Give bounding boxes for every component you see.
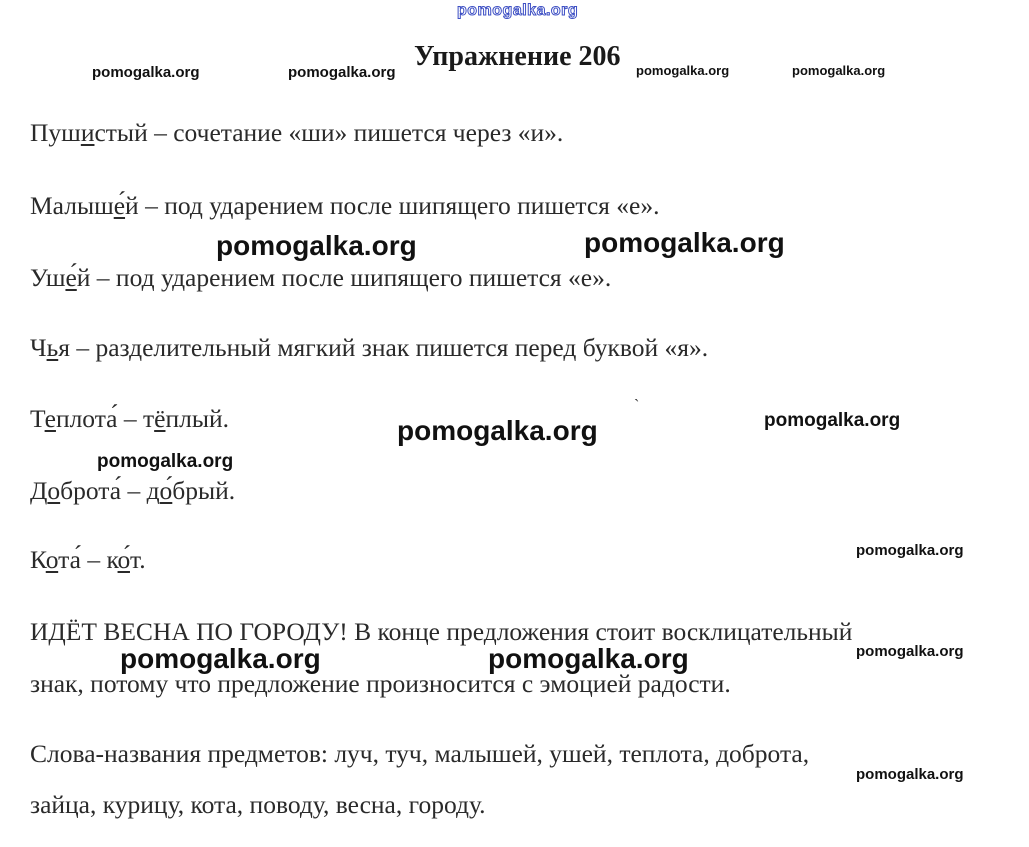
text-segment: Малыш [30,191,114,220]
underlined-letter: ё [154,404,166,433]
watermark: pomogalka.org [120,643,321,674]
watermark-top: pomogalka.org [457,2,579,19]
text-line [30,619,852,645]
watermark: pomogalka.org [792,63,886,78]
text-segment: К [30,545,46,574]
underlined-letter: е́ [113,191,126,220]
watermark: pomogalka.org [856,766,964,783]
text-segment: стый – сочетание «ши» пишется через «и». [94,118,564,147]
underlined-letter: е [44,404,56,433]
watermark: pomogalka.org [397,415,598,446]
text-segment: я – разделительный мягкий знак пишется перед буквой «я». [58,333,709,362]
watermark: pomogalka.org [584,227,785,258]
text-line [30,671,731,697]
text-segment: Д [30,476,48,505]
text-segment: Т [30,404,45,433]
text-segment: Слова-названия предметов: луч, туч, малышей, ушей, теплота, доброта, [30,739,810,768]
watermark: pomogalka.org [856,542,964,559]
text-segment: знак, потому что предложение произносится с эмоцией радости. [30,669,731,698]
underlined-letter: о́ [117,545,130,574]
text-segment: та́ – к [58,545,118,574]
underlined-letter: о [47,476,61,505]
underlined-letter: о [45,545,59,574]
text-line [30,406,229,432]
text-line [30,193,659,219]
underlined-letter: о́ [159,476,173,505]
underlined-letter: ь [46,333,59,362]
text-segment: ИДЁТ ВЕСНА ПО ГОРОДУ! В конце предложения стоит восклицательный [30,617,853,646]
watermark: pomogalka.org [92,64,200,81]
text-line [30,335,708,361]
text-segment: т. [129,545,146,574]
text-line [30,120,563,146]
text-segment: Уш [30,263,66,292]
text-segment: Ч [30,333,47,362]
text-segment: Пуш [30,118,81,147]
watermark: pomogalka.org [856,643,964,660]
text-segment: й – под ударением после шипящего пишется «е». [125,191,660,220]
text-segment: брый. [172,476,236,505]
stray-mark: ` [634,397,640,414]
watermark: pomogalka.org [288,64,396,81]
underlined-letter: е́ [65,263,77,292]
watermark: pomogalka.org [636,63,730,78]
text-line [30,792,486,818]
text-segment: плый. [165,404,229,433]
text-line [30,265,611,291]
text-line [30,547,146,573]
text-segment: й – под ударением после шипящего пишется «е». [76,263,612,292]
text-line [30,478,235,504]
page-title: Упражнение 206 [414,41,621,72]
text-line [30,741,809,767]
watermark: pomogalka.org [216,230,417,261]
watermark: pomogalka.org [97,451,234,472]
underlined-letter: и [80,118,95,147]
text-segment: брота́ – д [60,476,160,505]
watermark: pomogalka.org [764,410,901,431]
text-segment: плота́ – т [55,404,155,433]
text-segment: зайца, курицу, кота, поводу, весна, городу. [30,790,486,819]
watermark: pomogalka.org [488,643,689,674]
